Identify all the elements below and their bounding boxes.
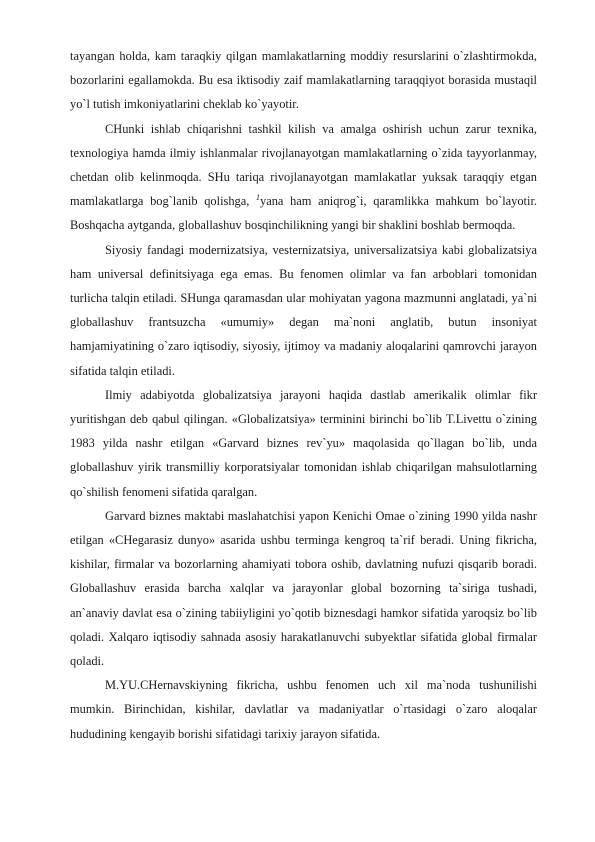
paragraph-3: Siyosiy fandagi modernizatsiya, vesternizatsiya, universalizatsiya kabi globalizatsiya ham universal definitsiyaga ega emas. Bu fenomen olimlar va fan arboblari tomonidan turlicha talqin etiladi. SHunga qaramasdan ular mohiyatan yagona mazmunni anglatadi, ya`ni globallashuv frantsuzcha «umumiy» degan ma`noni anglatib, butun insoniyat hamjamiyatining o`zaro iqtisodiy, siyosiy, ijtimoy va madaniy aloqalarini qamrovchi jarayon sifatida talqin etiladi. [70, 242, 537, 378]
paragraph-2-text-before: CHunki ishlab chiqarishni tashkil kilish va amalga oshirish uchun zarur texnika, texnologiya hamda ilmiy ishlanmalar rivojlanayotgan mamlakatlarning o`zida tayyorlanmay, chetdan olib kelinmoqda. SHu tariqa rivojlanayotgan mamlakatlar yuksak taraqqiy etgan mamlakatlarga bog`lanib qolishga, [70, 121, 537, 209]
paragraph-6: M.YU.CHernavskiyning fikricha, ushbu fenomen uch xil ma`noda tushunilishi mumkin. Birinchidan, kishilar, davlatlar va madaniyatlar o`rtasidagi o`zaro aloqalar hududining kengayib borishi sifatidagi tarixiy jarayon sifatida. [70, 678, 537, 741]
paragraph-2 [70, 117, 537, 238]
paragraph-2-text-after: yana ham aniqrog`i, qaramlikka mahkum bo`layotir. Boshqacha aytganda, globallashuv bosqinchilikning yangi bir shaklini boshlab bermoqda. [70, 194, 537, 233]
document-page [70, 44, 537, 746]
paragraph-1: tayangan holda, kam taraqkiy qilgan mamlakatlarning moddiy resurslarini o`zlashtirmokda, bozorlarini egallamokda. Bu esa iktisodiy zaif mamlakatlarning taraqqiyot borasida mustaqil yo`l tutish imkoniyatlarini cheklab ko`yayotir. [70, 49, 537, 112]
paragraph-4: Ilmiy adabiyotda globalizatsiya jarayoni haqida dastlab amerikalik olimlar fikr yuritishgan deb qabul qilingan. «Globalizatsiya» terminini birinchi bo`lib T.Livettu o`zining 1983 yilda nashr etilgan «Garvard biznes rev`yu» maqolasida qo`llagan bo`lib, unda globallashuv yirik transmilliy korporatsiyalar tomonidan ishlab chiqarilgan mahsulotlarning qo`shilish fenomeni sifatida qaralgan. [70, 387, 537, 499]
footnote-marker[interactable]: 1 [256, 193, 260, 203]
paragraph-5: Garvard biznes maktabi maslahatchisi yapon Kenichi Omae o`zining 1990 yilda nashr etilgan «CHegarasiz dunyo» asarida ushbu terminga kengroq ta`rif beradi. Uning fikricha, kishilar, firmalar va bozorlarning ahamiyati tobora oshib, davlatning nufuzi qisqarib boradi. Globallashuv erasida barcha xalqlar va jarayonlar global bozorning ta`siriga tushadi, an`anaviy davlat esa o`zining tabiiyligini yo`qotib biznesdagi hamkor sifatida yaroqsiz bo`lib qoladi. Xalqaro iqtisodiy sahnada asosiy harakatlanuvchi subyektlar sifatida global firmalar qoladi. [70, 508, 537, 669]
